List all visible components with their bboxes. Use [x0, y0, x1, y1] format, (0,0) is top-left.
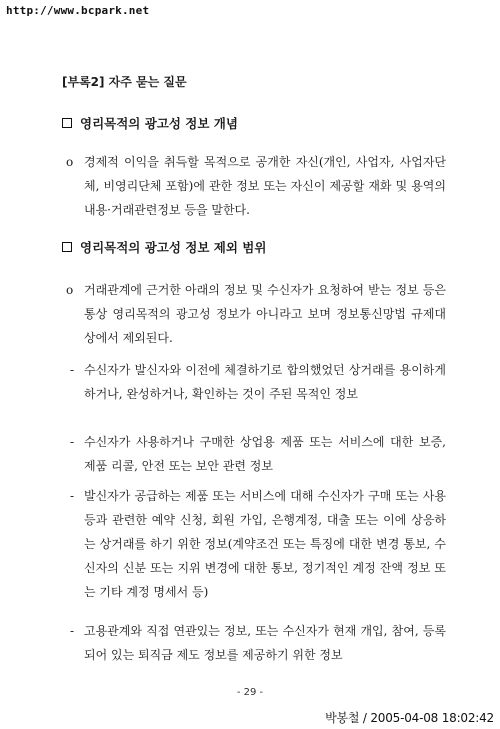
list-item	[70, 430, 446, 478]
appendix-title: [부록2] 자주 묻는 질문	[62, 75, 187, 89]
paragraph-text: 거래관계에 근거한 아래의 정보 및 수신자가 요청하여 받는 정보 등은 통상 영리목적의 광고성 정보가 아니라고 보며 정보통신망법 규제대상에서 제외된다.	[84, 283, 446, 345]
section-heading-concept	[62, 114, 238, 132]
exclusion-paragraph	[66, 278, 446, 350]
dash-bullet: -	[70, 489, 75, 503]
list-item-text: 고용관계와 직접 연관있는 정보, 또는 수신자가 현재 개입, 참여, 등록되어 있는 퇴직금 제도 정보를 제공하기 위한 정보	[84, 624, 446, 662]
circle-bullet: o	[66, 155, 74, 169]
list-item	[70, 619, 446, 667]
concept-paragraph	[66, 150, 446, 222]
list-item-text: 발신자가 공급하는 제품 또는 서비스에 대해 수신자가 구매 또는 사용 등과 관련한 예약 신청, 회원 가입, 은행계정, 대출 또는 이에 상응하는 상거래를 하기 위한 정보(계약조건 또는 특징에 대한 변경 통보, 수신자의 신분 또는 지위 변경에 대한 통보, 정기적인 계정 잔액 정보 또는 기타 계정 명세서 등)	[84, 489, 446, 599]
checkbox-square-icon	[62, 242, 72, 252]
section-heading-exclusion	[62, 238, 266, 256]
list-item-text: 수신자가 발신자와 이전에 체결하기로 합의했었던 상거래를 용이하게 하거나, 완성하거나, 확인하는 것이 주된 목적인 정보	[84, 363, 446, 401]
url-watermark: http://www.bcpark.net	[6, 4, 150, 17]
author-timestamp: 박봉철 / 2005-04-08 18:02:42	[325, 711, 494, 725]
checkbox-square-icon	[62, 118, 72, 128]
list-item	[70, 484, 446, 604]
list-item	[70, 358, 446, 406]
dash-bullet: -	[70, 624, 75, 638]
section-title: 영리목적의 광고성 정보 제외 범위	[80, 240, 267, 255]
page-number: - 29 -	[236, 687, 264, 698]
circle-bullet: o	[66, 283, 74, 297]
section-title: 영리목적의 광고성 정보 개념	[80, 116, 238, 131]
dash-bullet: -	[70, 435, 75, 449]
paragraph-text: 경제적 이익을 취득할 목적으로 공개한 자신(개인, 사업자, 사업자단체, 비영리단체 포함)에 관한 정보 또는 자신이 제공할 재화 및 용역의 내용·거래관련정보 등을 말한다.	[84, 155, 446, 217]
list-item-text: 수신자가 사용하거나 구매한 상업용 제품 또는 서비스에 대한 보증, 제품 리콜, 안전 또는 보안 관련 정보	[84, 435, 446, 473]
dash-bullet: -	[70, 363, 75, 377]
